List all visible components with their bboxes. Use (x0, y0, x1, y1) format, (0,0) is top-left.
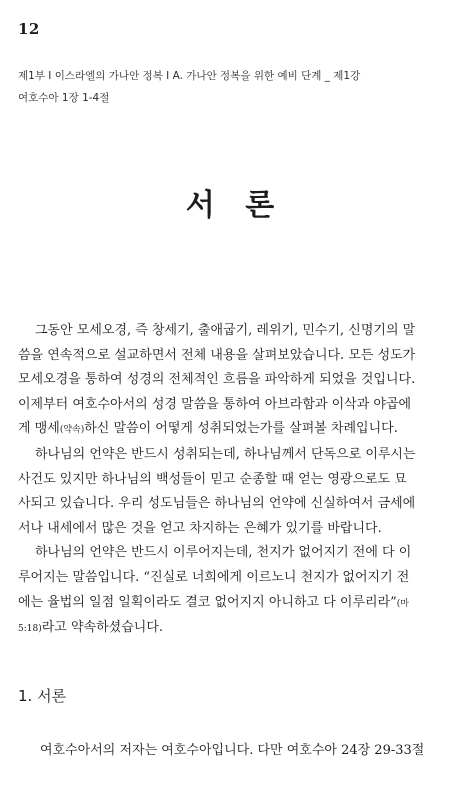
paragraph-line: 루어지는 말씀입니다. “진실로 너희에게 이르노니 천지가 없어지기 전 (18, 569, 410, 585)
text-fragment: 에는 율법의 일점 일획이라도 결코 없어지지 아니하고 다 이루리라” (18, 594, 397, 610)
paragraph-line: 씀을 연속적으로 설교하면서 전체 내용을 살펴보았습니다. 모든 성도가 (18, 347, 416, 363)
paragraph-line: 이제부터 여호수아서의 성경 말씀을 통하여 아브라함과 이삭과 야곱에 (18, 396, 412, 412)
paragraph-line: 사건도 있지만 하나님의 백성들이 믿고 순종할 때 얻는 영광으로도 묘 (18, 471, 407, 487)
paragraph-line (18, 417, 454, 443)
body-text (18, 319, 454, 642)
paragraph-line: 하나님의 언약은 반드시 성취되는데, 하나님께서 단독으로 이루시는 (35, 446, 416, 462)
running-head-line-1: 제1부 I 이스라엘의 가나안 정복 I A. 가나안 정복을 위한 예비 단계 _ 제1강 (18, 70, 361, 82)
paragraph-2 (18, 443, 454, 541)
paragraph-1 (18, 319, 454, 443)
text-fragment: 하신 말씀이 어떻게 성취되었는가를 살펴볼 차례입니다. (84, 421, 398, 437)
paragraph-line (18, 616, 454, 642)
chapter-title: 서 론 (185, 188, 285, 223)
paragraph-3 (18, 541, 454, 641)
paragraph-line: 사되고 있습니다. 우리 성도님들은 하나님의 언약에 신실하여서 금세에 (18, 496, 416, 512)
page-number: 12 (18, 20, 40, 38)
paragraph-line (18, 591, 454, 617)
paragraph-line: 하나님의 언약은 반드시 이루어지는데, 천지가 없어지기 전에 다 이 (35, 545, 412, 561)
body-line: 여호수아서의 저자는 여호수아입니다. 다만 여호수아 24장 29-33절 (40, 743, 425, 758)
small-annotation: (마 (396, 598, 409, 609)
small-annotation: 5:18) (18, 624, 42, 635)
small-annotation: (약속) (59, 425, 85, 436)
text-fragment: 게 맹세 (18, 421, 60, 437)
text-fragment: 라고 약속하셨습니다. (41, 620, 164, 636)
running-head (18, 65, 360, 109)
paragraph-line: 서나 내세에서 많은 것을 얻고 차지하는 은혜가 있기를 바랍니다. (18, 520, 382, 536)
paragraph-line: 모세오경을 통하여 성경의 전체적인 흐름을 파악하게 되었을 것입니다. (18, 372, 416, 388)
section-heading: 1. 서론 (18, 687, 67, 705)
paragraph-line: 그동안 모세오경, 즉 창세기, 출애굽기, 레위기, 민수기, 신명기의 말 (35, 323, 416, 338)
running-head-line-2: 여호수아 1장 1-4절 (18, 92, 110, 104)
